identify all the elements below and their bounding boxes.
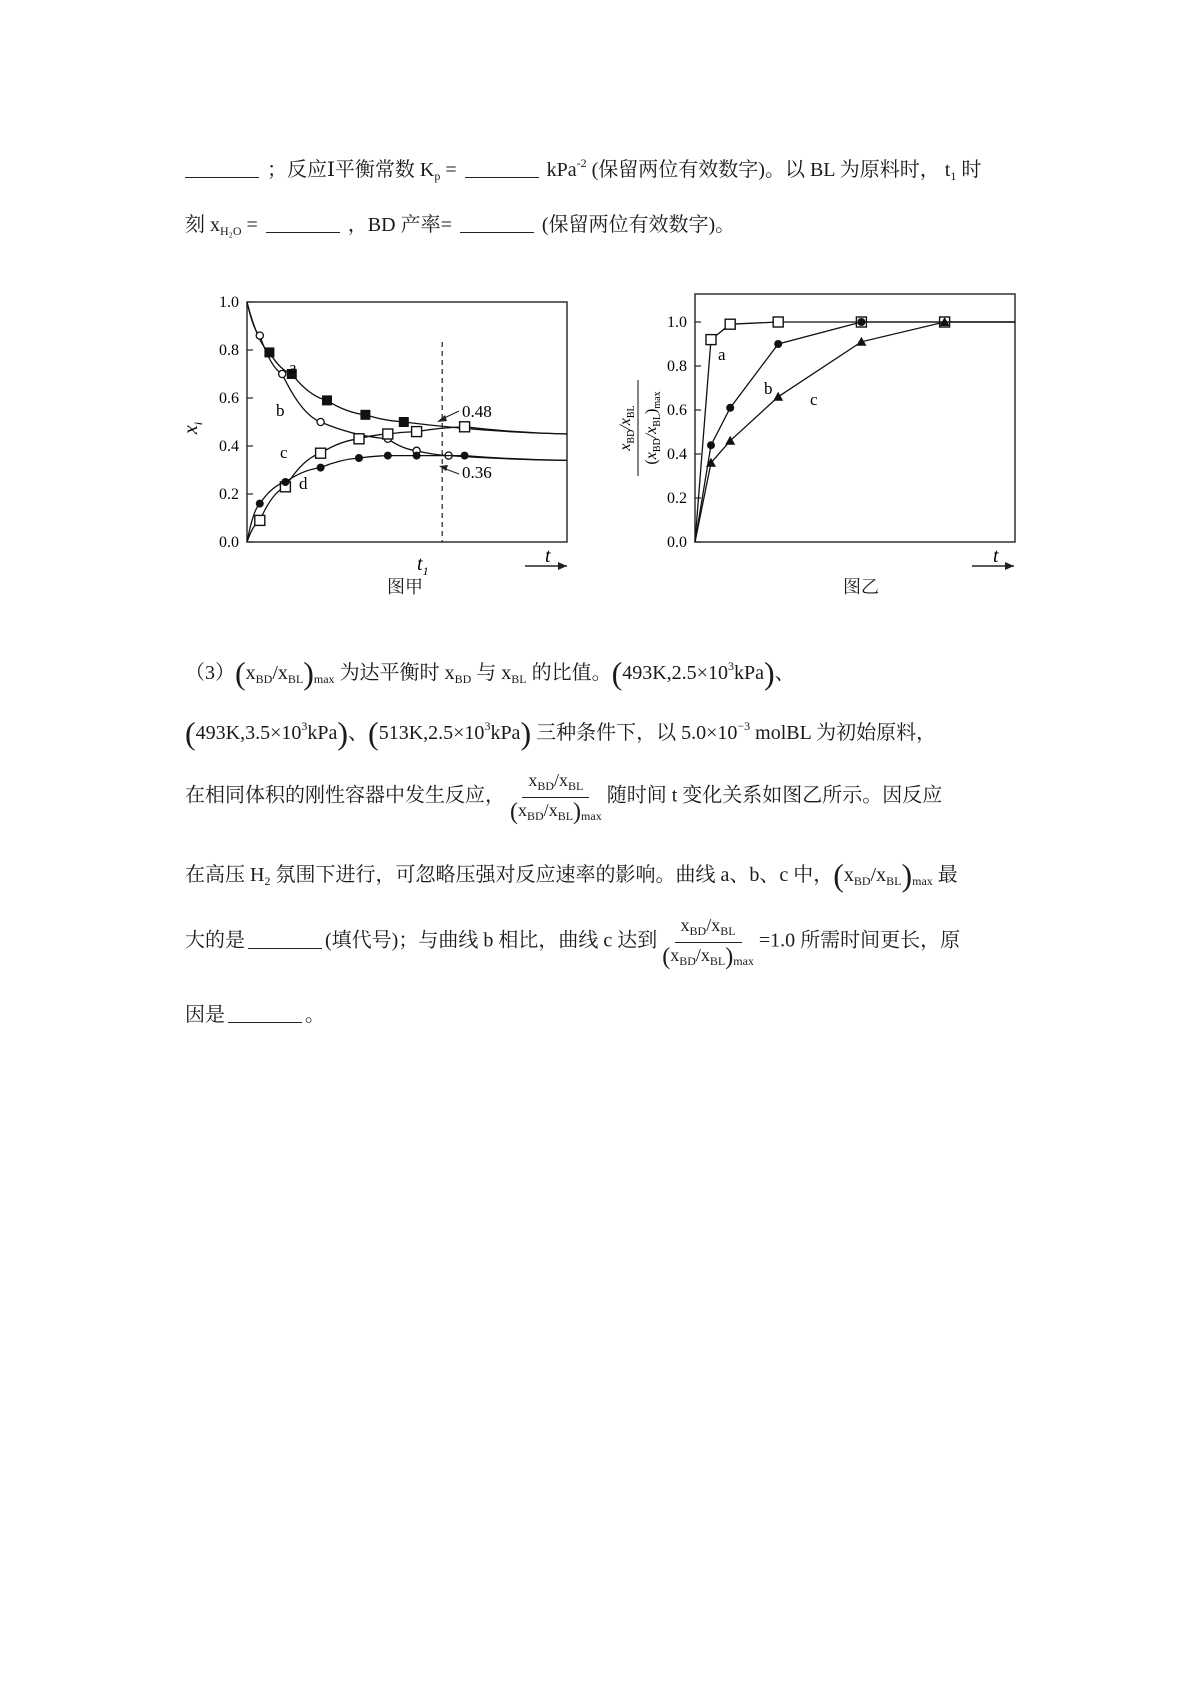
y-tick-label: 0.8 bbox=[667, 358, 687, 375]
kp-symbol: $K_p$ bbox=[419, 159, 441, 183]
figure-caption-b: 图乙 bbox=[843, 577, 879, 598]
series-line-b bbox=[247, 302, 567, 460]
series-label-a: a bbox=[718, 345, 726, 364]
data-point-d bbox=[461, 452, 469, 460]
answer-blank[interactable] bbox=[266, 214, 340, 233]
condition-3: $513K,2.5\times 10^3kPa$ bbox=[378, 719, 521, 744]
series-label-b: b bbox=[764, 379, 773, 398]
ratio-fraction: $\frac{x_{BD}/x_{BL}}{(x_{BD}/x_{BL})_{max}}$ bbox=[662, 915, 754, 970]
y-tick-label: 0.8 bbox=[219, 342, 239, 359]
text-line-2: 刻 $x_{H_2O}$ = ，BD 产率= (保留两位有效数字)。 bbox=[185, 214, 736, 238]
ratio-fraction: $\frac{x_{BD}/x_{BL}}{(x_{BD}/x_{BL})_{max}}$ bbox=[510, 770, 602, 825]
data-point-c bbox=[773, 392, 783, 401]
question-3-line-4: 在高压 $H_2$ 氛围下进行，可忽略压强对反应速率的影响。曲线 a、b、c 中，$(x_{BD}/x_{BL})_{max}$ 最 bbox=[185, 857, 958, 893]
data-point-d bbox=[281, 478, 289, 486]
chart-figure-b bbox=[600, 280, 1040, 600]
series-line-c bbox=[247, 427, 567, 542]
data-point-a bbox=[725, 319, 735, 329]
x-axis-arrow-head bbox=[1005, 562, 1014, 570]
chart-figure-a bbox=[175, 280, 595, 600]
question-3-line-1: $(3)(x_{BD}/x_{BL})_{max}$ 为达平衡时 $x_{BD}$ 与 $x_{BL}$ 的比值。$(493K,2.5\times 10^3kPa)$、 bbox=[185, 655, 795, 691]
data-point-a bbox=[360, 410, 370, 420]
y-tick-label: 0.2 bbox=[667, 490, 687, 507]
series-label-d: d bbox=[299, 474, 308, 493]
question-3-line-3: 在相同体积的刚性容器中发生反应， $\frac{x_{BD}/x_{BL}}{(x_{BD}/x_{BL})_{max}}$ 随时间 t 变化关系如图乙所示。因反应 bbox=[185, 770, 943, 825]
data-point-d bbox=[256, 500, 264, 508]
series-line-c bbox=[695, 322, 1015, 542]
series-label-a: a bbox=[289, 358, 297, 377]
data-point-d bbox=[413, 452, 421, 460]
y-axis-label: $x_i$ bbox=[180, 421, 205, 435]
y-tick-label: 0.2 bbox=[219, 486, 239, 503]
data-point-b bbox=[317, 418, 324, 425]
data-point-b bbox=[726, 404, 734, 412]
data-point-c bbox=[255, 515, 265, 525]
svg-text:xBD/xBL: $x_{BD}/x_{BL}$ bbox=[617, 405, 637, 451]
annotation-048: 0.48 bbox=[462, 402, 492, 421]
question-3-line-2: $(493K,3.5\times 10^3kPa)$、$(513K,2.5\times 10^3kPa)$ 三种条件下，以 $5.0\times 10^{-3}$ molBL 为初始原料， bbox=[185, 715, 937, 751]
data-point-d bbox=[384, 452, 392, 460]
y-tick-label: 0.6 bbox=[219, 390, 239, 407]
data-point-c bbox=[412, 427, 422, 437]
data-point-c bbox=[383, 429, 393, 439]
y-axis-label-fraction bbox=[617, 380, 663, 476]
data-point-c bbox=[354, 434, 364, 444]
y-tick-label: 0.0 bbox=[219, 534, 239, 551]
data-point-a bbox=[322, 395, 332, 405]
data-point-b bbox=[857, 318, 865, 326]
condition-2: $493K,3.5\times 10^3kPa$ bbox=[195, 719, 338, 744]
y-tick-label: 0.4 bbox=[219, 438, 239, 455]
series-label-c: c bbox=[280, 443, 288, 462]
data-point-a bbox=[706, 335, 716, 345]
y-tick-label: 0.0 bbox=[667, 534, 687, 551]
text-line-1: ；反应Ⅰ平衡常数 $K_p = kPa^{-2}$ (保留两位有效数字)。以 BL 为原料时， $t_1$ 时 bbox=[185, 153, 1030, 184]
answer-blank[interactable] bbox=[228, 1004, 302, 1023]
t1-symbol: $t_1$ bbox=[944, 159, 957, 183]
series-line-b bbox=[695, 322, 1015, 542]
annotation-036: 0.36 bbox=[462, 463, 492, 482]
series-label-b: b bbox=[276, 401, 285, 420]
data-point-d bbox=[355, 454, 363, 462]
y-tick-label: 0.4 bbox=[667, 446, 687, 463]
series-line-a bbox=[695, 322, 1015, 542]
data-point-b bbox=[279, 370, 286, 377]
data-point-a bbox=[399, 417, 409, 427]
y-tick-label: 1.0 bbox=[667, 314, 687, 331]
x-h2o-symbol: $x_{H_2O}$ bbox=[210, 214, 242, 238]
series-line-d bbox=[247, 456, 567, 542]
question-3-line-6: 因是 。 bbox=[185, 1004, 325, 1026]
y-tick-label: 0.6 bbox=[667, 402, 687, 419]
h2-symbol: $H_2$ bbox=[250, 864, 271, 888]
question-3-line-5: 大的是 (填代号)；与曲线 b 相比，曲线 c 达到 $\frac{x_{BD}/x_{BL}}{(x_{BD}/x_{BL})_{max}}$ =1.0 所需时间更长，原 bbox=[185, 915, 961, 970]
t1-marker-label: $t_1$ bbox=[417, 553, 429, 578]
x-axis-label: t bbox=[545, 545, 551, 567]
data-point-a bbox=[773, 317, 783, 327]
answer-blank[interactable] bbox=[460, 214, 534, 233]
data-point-b bbox=[256, 332, 263, 339]
condition-1: $493K,2.5\times 10^3kPa$ bbox=[622, 659, 764, 684]
svg-text:(xBD/xBL)max: $(x_{BD}/x_{BL})_{max}$ bbox=[643, 391, 663, 465]
figure-caption-a: 图甲 bbox=[387, 577, 423, 598]
series-label-c: c bbox=[810, 390, 818, 409]
y-tick-label: 1.0 bbox=[219, 294, 239, 311]
data-point-b bbox=[774, 340, 782, 348]
initial-amount: $5.0\times 10^{-3}$ molBL bbox=[681, 719, 812, 744]
kp-unit: kPa$^{-2}$ bbox=[546, 156, 587, 181]
x-axis-label: t bbox=[993, 545, 999, 567]
data-point-d bbox=[317, 464, 325, 472]
data-point-b bbox=[707, 441, 715, 449]
data-point-c bbox=[316, 448, 326, 458]
answer-blank[interactable] bbox=[185, 159, 259, 178]
x-axis-arrow-head bbox=[558, 562, 567, 570]
data-point-c bbox=[460, 422, 470, 432]
answer-blank[interactable] bbox=[465, 159, 539, 178]
annotation-arrow-head-036 bbox=[439, 465, 448, 471]
answer-blank[interactable] bbox=[248, 930, 322, 949]
plot-frame-b bbox=[695, 294, 1015, 542]
